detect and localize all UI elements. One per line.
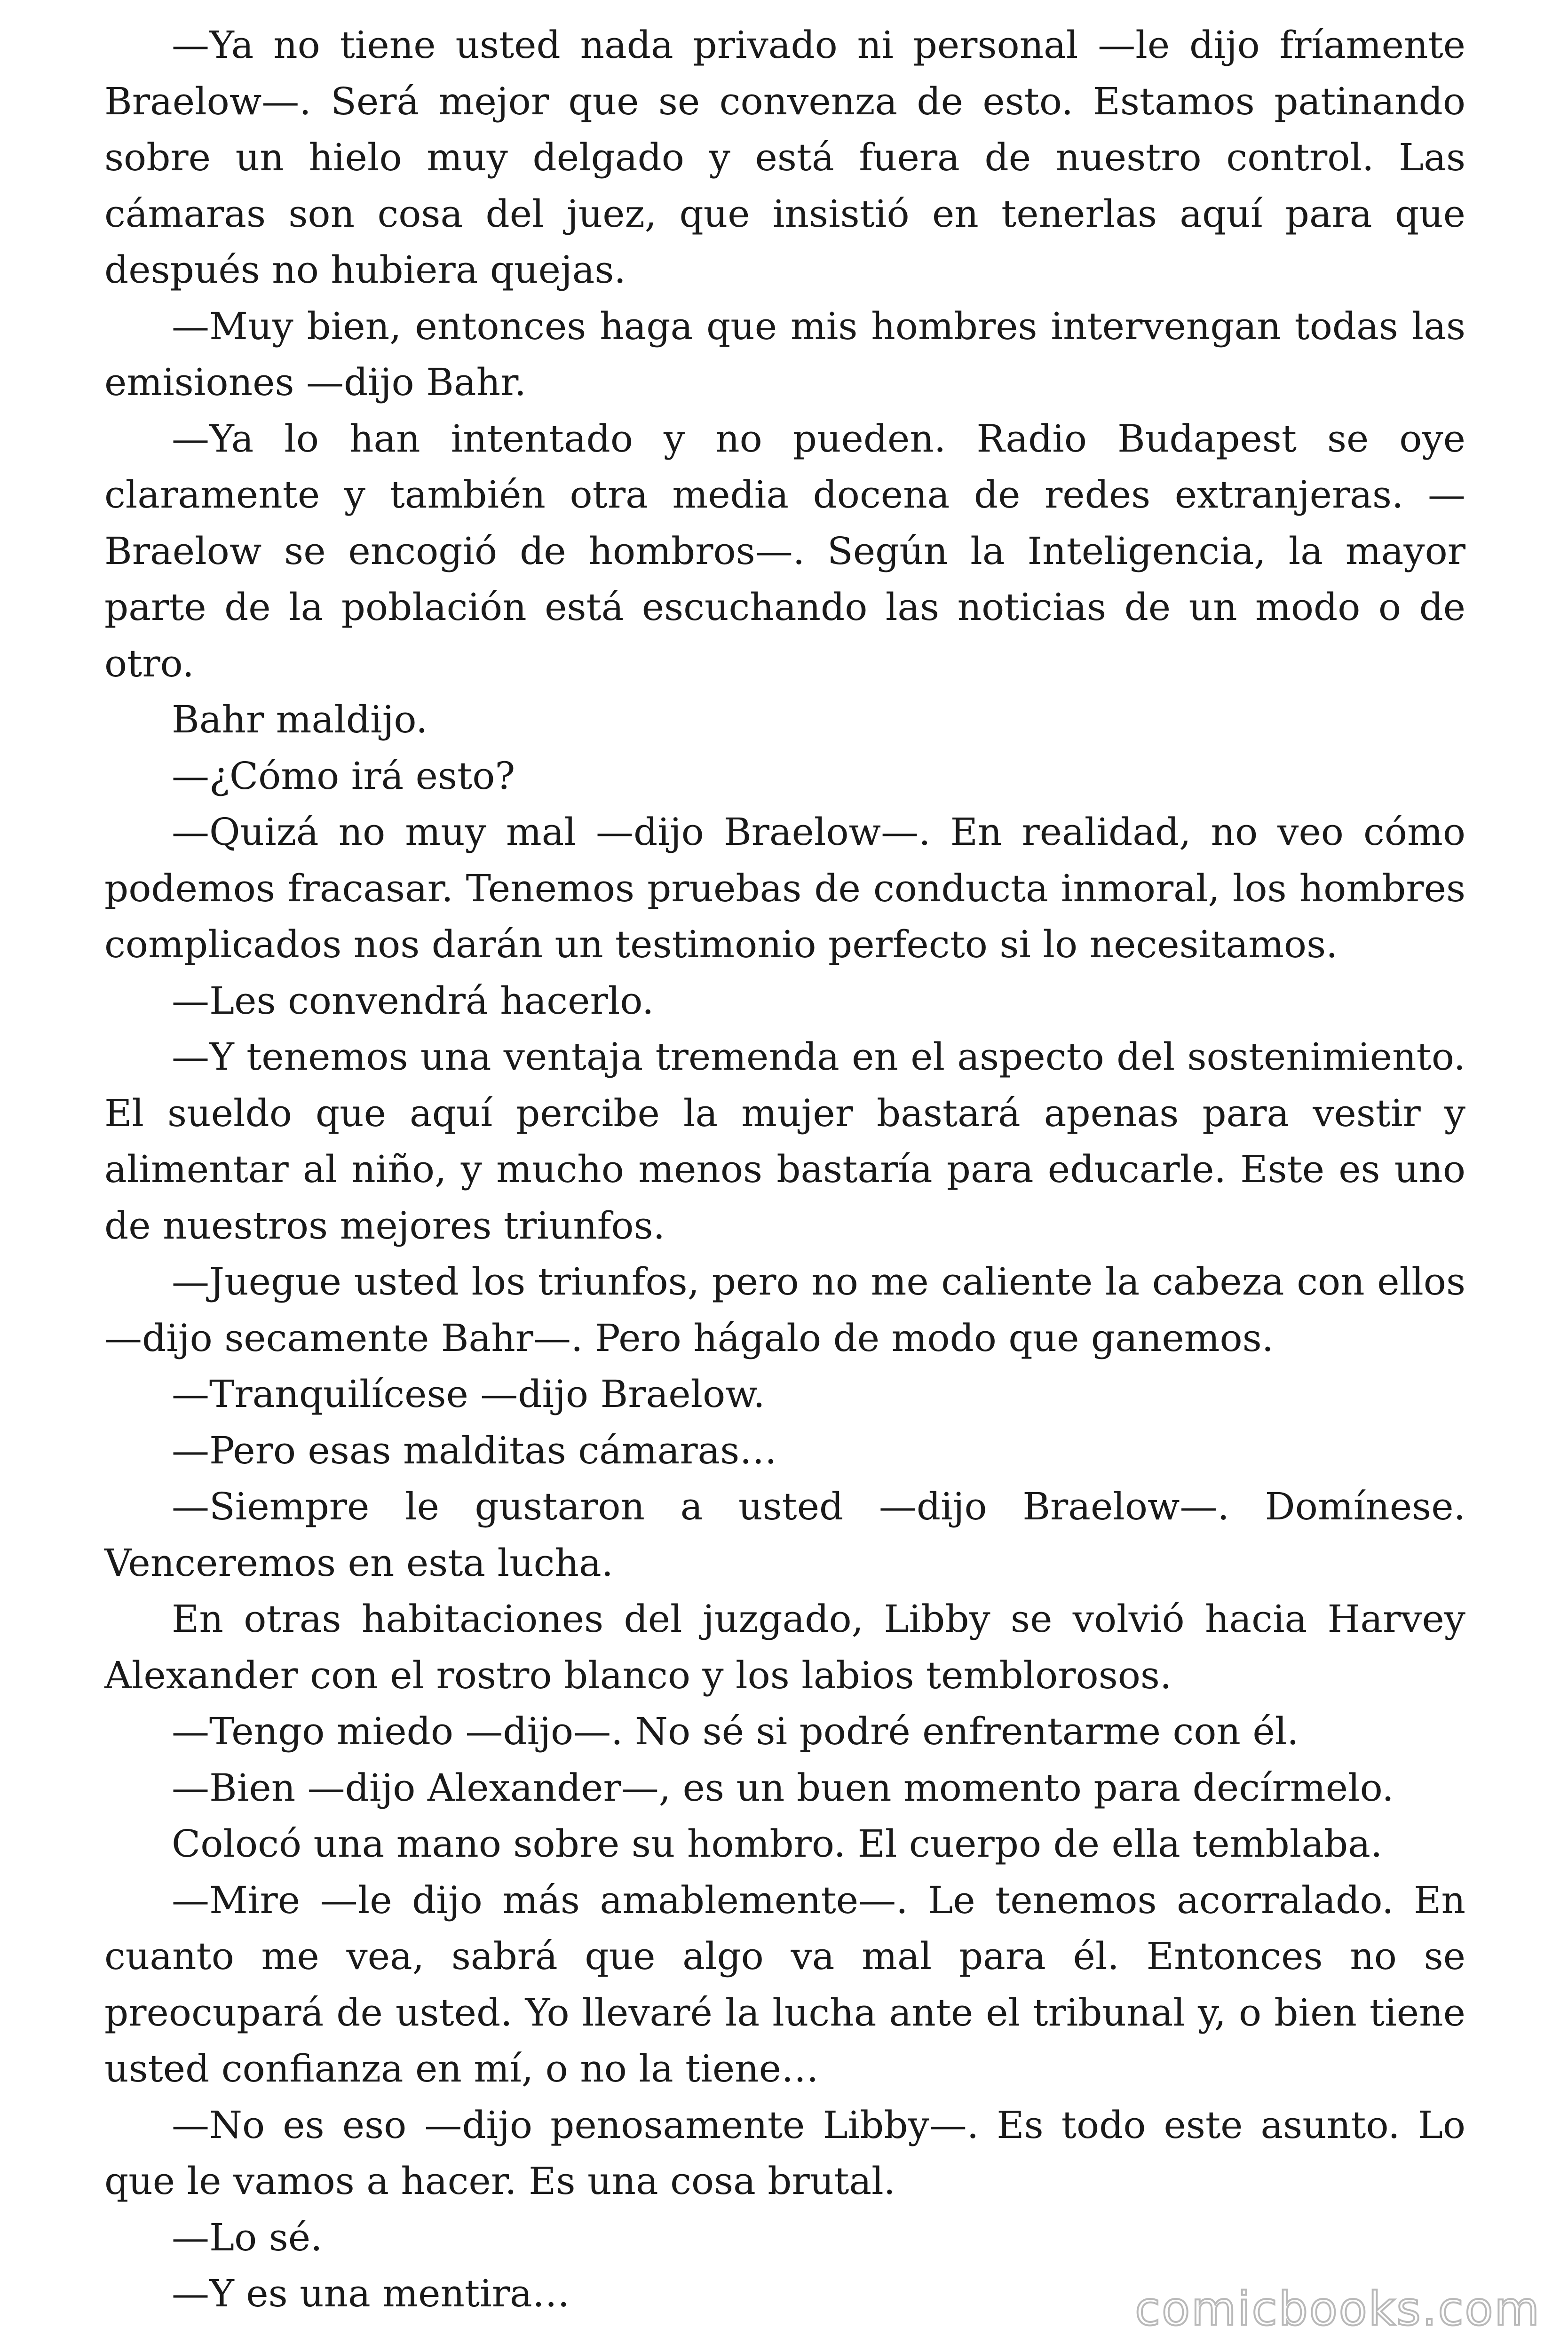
paragraph: —Juegue usted los triunfos, pero no me caliente la cabeza con ellos —dijo secamente Bahr—. Pero hágalo de modo que ganemos. (104, 1260, 1465, 1360)
paragraph: —Quizá no muy mal —dijo Braelow—. En realidad, no veo cómo podemos fracasar. Tenemos pruebas de conducta inmoral, los hombres complicados nos darán un testimonio perfecto si lo necesitamos. (104, 810, 1465, 966)
paragraph: —¿Cómo irá esto? (172, 754, 515, 798)
paragraph: —Muy bien, entonces haga que mis hombres intervengan todas las emisiones —dijo Bahr. (104, 304, 1465, 404)
paragraph: —Les convendrá hacerlo. (172, 978, 654, 1023)
body-text (104, 17, 1465, 2322)
paragraph: —Y tenemos una ventaja tremenda en el aspecto del sostenimiento. El sueldo que aquí percibe la mujer bastará apenas para vestir y alimentar al niño, y mucho menos bastaría para educarle. Este es uno de nuestros mejores triunfos. (104, 1035, 1465, 1248)
paragraph: —Tengo miedo —dijo—. No sé si podré enfrentarme con él. (172, 1709, 1299, 1753)
paragraph: —Bien —dijo Alexander—, es un buen momento para decírmelo. (172, 1765, 1394, 1810)
paragraph: —No es eso —dijo penosamente Libby—. Es todo este asunto. Lo que le vamos a hacer. Es una cosa brutal. (104, 2103, 1465, 2203)
paragraph: —Ya lo han intentado y no pueden. Radio Budapest se oye claramente y también otra media docena de redes extranjeras. —Braelow se encogió de hombros—. Según la Inteligencia, la mayor parte de la población está escuchando las noticias de un modo o de otro. (104, 416, 1465, 685)
paragraph: —Ya no tiene usted nada privado ni personal —le dijo fríamente Braelow—. Será mejor que se convenza de esto. Estamos patinando sobre un hielo muy delgado y está fuera de nuestro control. Las cámaras son cosa del juez, que insistió en tenerlas aquí para que después no hubiera quejas. (104, 23, 1465, 292)
paragraph: —Tranquilícese —dijo Braelow. (172, 1372, 765, 1416)
paragraph: —Siempre le gustaron a usted —dijo Braelow—. Domínese. Venceremos en esta lucha. (104, 1485, 1465, 1585)
paragraph: —Y es una mentira… (172, 2272, 570, 2315)
paragraph: Colocó una mano sobre su hombro. El cuerpo de ella temblaba. (172, 1822, 1383, 1866)
paragraph: —Mire —le dijo más amablemente—. Le tenemos acorralado. En cuanto me vea, sabrá que algo va mal para él. Entonces no se preocupará de usted. Yo llevaré la lucha ante el tribunal y, o bien tiene usted confianza en mí, o no la tiene… (104, 1878, 1465, 2090)
paragraph: —Lo sé. (172, 2215, 323, 2259)
paragraph: En otras habitaciones del juzgado, Libby se volvió hacia Harvey Alexander con el rostro blanco y los labios temblorosos. (104, 1597, 1465, 1697)
watermark: comicbooks.com (1135, 2282, 1541, 2336)
paragraph: Bahr maldijo. (172, 698, 428, 741)
paragraph: —Pero esas malditas cámaras… (172, 1428, 777, 1472)
